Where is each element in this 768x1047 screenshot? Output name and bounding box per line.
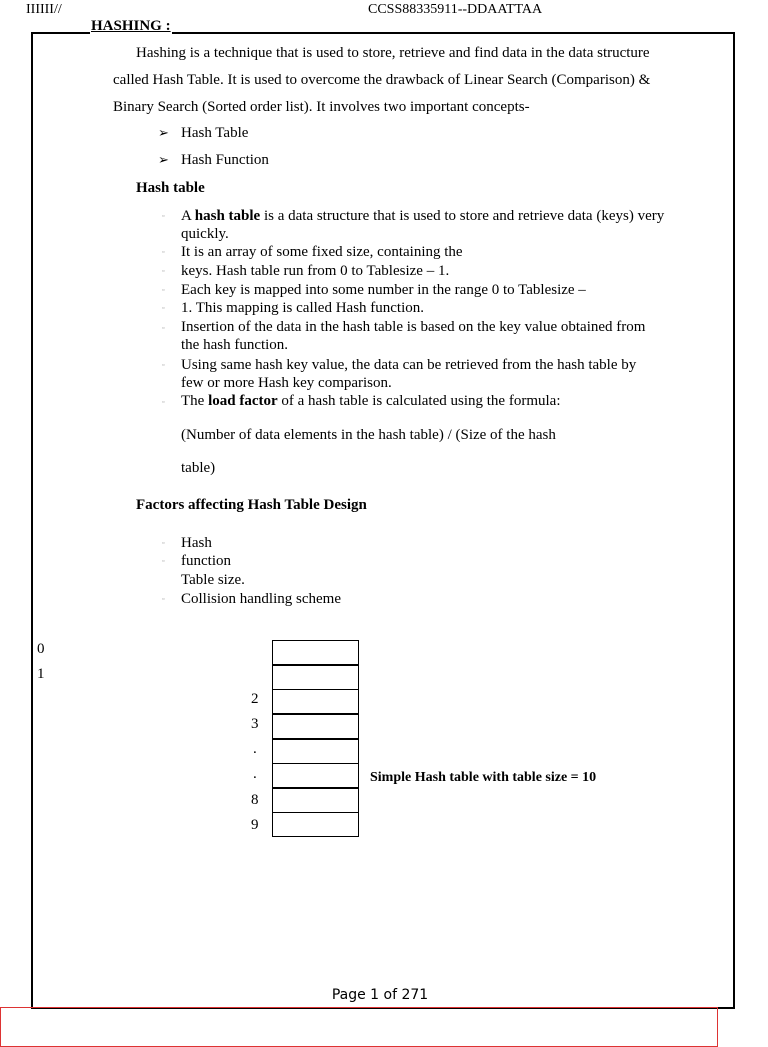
bullet-icon: ▫: [162, 361, 165, 369]
hash-table-slot: [272, 640, 359, 665]
slot-index: 2: [251, 691, 259, 707]
bullet-hash-table-def-cont: quickly.: [181, 226, 229, 242]
intro-line-2: called Hash Table. It is used to overcome the drawback of Linear Search (Comparison) &: [113, 72, 651, 88]
page-border: [31, 32, 735, 1009]
slot-index: 8: [251, 792, 259, 808]
arrow-bullet-icon: ➢: [158, 152, 169, 167]
bullet-icon: ▫: [162, 539, 165, 547]
page-number: Page 1 of 271: [331, 987, 429, 1003]
arrow-bullet-icon: ➢: [158, 125, 169, 140]
bullet-icon: ▫: [162, 595, 165, 603]
bullet-insertion: Insertion of the data in the hash table is based on the key value obtained from: [181, 319, 646, 335]
next-page-border: [0, 1007, 718, 1047]
slot-index: 1: [37, 666, 45, 682]
factor-item: Collision handling scheme: [181, 591, 341, 607]
slot-index: .: [253, 741, 257, 757]
bullet-fixed-array: It is an array of some fixed size, containing the: [181, 244, 463, 260]
slot-index: 9: [251, 817, 259, 833]
bullet-icon: ▫: [162, 212, 165, 220]
hash-table-slot: [272, 665, 359, 690]
bullet-icon: ▫: [162, 398, 165, 406]
bullet-insertion-cont: the hash function.: [181, 337, 289, 353]
intro-line-1: Hashing is a technique that is used to store, retrieve and find data in the data structure: [136, 45, 650, 61]
bullet-load-factor: The load factor of a hash table is calculated using the formula:: [181, 393, 561, 409]
section-heading-factors: Factors affecting Hash Table Design: [136, 497, 367, 513]
page-title: HASHING :: [91, 18, 171, 34]
slot-index: .: [253, 766, 257, 782]
header-course-code: CCSS88335911--DDAATTAA: [368, 2, 543, 17]
slot-index: 0: [37, 641, 45, 657]
slot-index: 3: [251, 716, 259, 732]
header-left-code: IIIIII//: [26, 2, 62, 17]
bullet-hash-table-def: A hash table is a data structure that is used to store and retrieve data (keys) very: [181, 208, 665, 224]
factor-item: Table size.: [181, 572, 245, 588]
bullet-icon: ▫: [162, 324, 165, 332]
bullet-icon: ▫: [162, 248, 165, 256]
hash-table-slot: [272, 788, 359, 813]
bullet-retrieval-cont: few or more Hash key comparison.: [181, 375, 392, 391]
hash-table-slot: [272, 739, 359, 764]
bullet-table-range: keys. Hash table run from 0 to Tablesize – 1.: [181, 263, 450, 279]
factor-item: function: [181, 553, 231, 569]
load-factor-formula: (Number of data elements in the hash table) / (Size of the hash: [181, 427, 556, 443]
bullet-icon: ▫: [162, 286, 165, 294]
bullet-hash-function: 1. This mapping is called Hash function.: [181, 300, 425, 316]
hash-table-slot: [272, 812, 359, 837]
hash-table-slot: [272, 714, 359, 739]
bullet-icon: ▫: [162, 557, 165, 565]
hash-table-slot: [272, 689, 359, 714]
hash-table-slot: [272, 763, 359, 788]
intro-line-3: Binary Search (Sorted order list). It involves two important concepts-: [113, 99, 530, 115]
bullet-icon: ▫: [162, 304, 165, 312]
load-factor-formula-cont: table): [181, 460, 216, 476]
bullet-key-mapping: Each key is mapped into some number in the range 0 to Tablesize –: [181, 282, 586, 298]
bullet-icon: ▫: [162, 267, 165, 275]
concept-hash-table: Hash Table: [181, 125, 249, 141]
section-heading-hash-table: Hash table: [136, 180, 205, 196]
bullet-retrieval: Using same hash key value, the data can be retrieved from the hash table by: [181, 357, 637, 373]
factor-item: Hash: [181, 535, 212, 551]
diagram-caption: Simple Hash table with table size = 10: [370, 770, 597, 785]
concept-hash-function: Hash Function: [181, 152, 269, 168]
